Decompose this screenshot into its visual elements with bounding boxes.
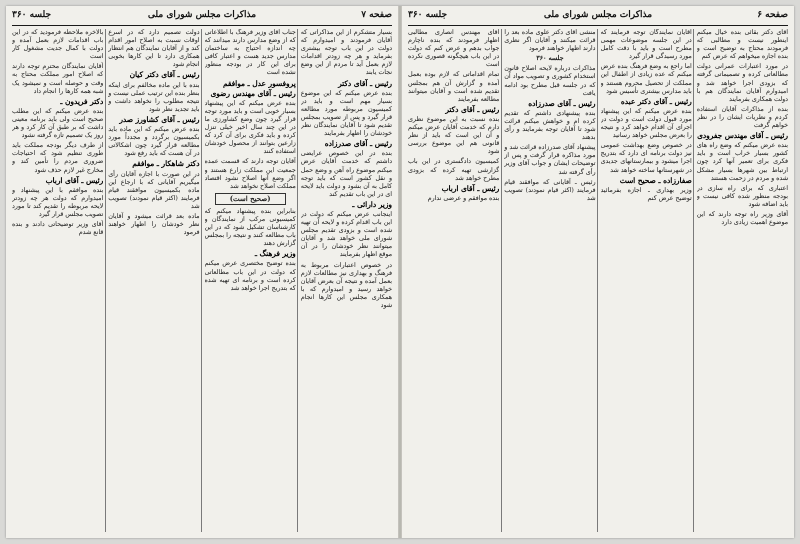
paragraph: بنده عرض میکنم که این موضوع بسیار مهم است و باید در کمیسیون مربوطه مورد مطالعه قرار گیرد و پس از تصویب بمجلس تقدیم شود تا آقایان نمایندگان نظر خودشان را اظهار بفرمایند: [300, 89, 392, 138]
column-rule: [597, 29, 598, 532]
speaker-name: رئیس ـ آقای صدرزاده: [528, 98, 596, 108]
paragraph: اما راجع به وضع فرهنگ بنده عرض میکنم که عده زیادی از اطفال این مملکت از تحصیل محروم هستند و باید مدارس بیشتری تأسیس شود: [600, 63, 692, 95]
paragraph: بسیار متشکرم از این مذاکراتی که آقایان فرمودند و امیدوارم که دولت در این باب توجه بیشتری بفرماید و هر چه زودتر اقدامات لازم بعمل آید تا مردم از این وضع نجات یابند: [300, 29, 392, 77]
column-rule: [105, 29, 106, 532]
speaker-name: دکتر شاهکار ـ موافقم: [132, 159, 200, 169]
text-column: [108, 29, 199, 532]
speaker-name: وزیر دارائی ـ: [352, 199, 392, 209]
text-column: [697, 29, 788, 532]
text-column: [301, 29, 392, 532]
paragraph: بنده عرض میکنم که این مطلب صحیح است ولی باید برنامه معینی داشت که بر طبق آن کار کرد و هر روز یک تصمیم تازه گرفته نشود: [12, 107, 104, 140]
column-rule: [201, 29, 202, 532]
paragraph: بنده عرض میکنم که این ماده باید بکمیسیون برگردد و مجدداً مورد مطالعه قرار گیرد چون اشکالاتی در آن هست که باید رفع شود: [108, 126, 200, 158]
speaker-name: رئیس ـ آقای ارباب: [441, 183, 500, 193]
text-column: [205, 29, 296, 532]
paragraph: کمیسیون دادگستری در این باب گزارشی تهیه کرده که بزودی مطرح خواهد شد: [408, 158, 500, 182]
paragraph: بنده در این خصوص عرایضی داشتم که خدمت آقایان عرض میکنم موضوع راه آهن و وضع حمل و نقل کشور است که باید توجه کامل به آن بشود و دولت باید لایحه ای در این باب تقدیم کند: [300, 150, 392, 198]
paragraph: آقای وزیر راه توجه دارند که این موضوع اهمیت زیادی دارد: [696, 210, 788, 227]
speaker-name: رئیس ـ آقای دکتر: [445, 104, 500, 114]
speaker-name: رئیس ـ آقای دکتر عبده: [620, 96, 692, 106]
column-rule: [501, 29, 502, 532]
paragraph: بنده عرض میکنم که وضع راه های کشور بسیار خراب است و باید فکری برای تعمیر آنها کرد چون ارتباط بین شهرها بسیار مشکل شده و مردم در زحمت هستند: [696, 142, 788, 182]
paragraph: بنده با این ماده مخالفم برای اینکه بنظر بنده این ترتیب عملی نیست و نتیجه مطلوب را نخواهد داشت و باید تجدید نظر شود: [108, 81, 200, 113]
speaker-name: رئیس ـ آقای ارباب: [45, 175, 104, 185]
boxed-note: (صحیح است): [215, 193, 286, 205]
speaker-name: رئیس ـ آقای دکتر کیان: [129, 70, 200, 80]
paragraph: بنده موافقم و عرضی ندارم: [427, 194, 500, 202]
text-column: [601, 29, 692, 532]
paragraph: مذاکرات درباره لایحه اصلاح قانون استخدام کشوری و تصویب مواد آن که در جلسه قبل مطرح بود ادامه یافت: [504, 65, 596, 97]
paragraph: اعتباری که برای راه سازی در بودجه منظور شده کافی نیست و باید اضافه شود: [696, 184, 788, 208]
page-header: [12, 10, 392, 24]
paragraph: بنده پیشنهادی داشتم که تقدیم کرده ام و خواهش میکنم قرائت شود تا آقایان توجه بفرمایند و رأی بدهند: [504, 109, 596, 142]
paragraph: جناب آقای وزیر فرهنگ با اطلاعاتی که از وضع مدارس دارند میدانند که چه اندازه احتیاج به ساختمان مدارس جدید هست و اعتبار کافی برای این کار در بودجه منظور نشده است: [204, 29, 296, 77]
paragraph: بنده موافقم با این پیشنهاد و امیدوارم که دولت هر چه زودتر لایحه مربوطه را تقدیم کند تا مورد تصویب مجلس قرار گیرد: [12, 186, 104, 218]
paragraph: در مورد اعتبارات عمرانی دولت مطالعاتی کرده و تصمیماتی گرفته که بزودی اجرا خواهد شد و امیدوارم آقایان نمایندگان هم با دولت همکاری بفرمایند: [696, 63, 788, 103]
paragraph: وزیر بهداری ـ اجازه بفرمائید توضیح عرض کنم: [600, 186, 692, 202]
paragraph: پیشنهاد آقای صدرزاده قرائت شد و مورد مذاکره قرار گرفت و پس از توضیحات ایشان و جواب آقای وزیر رأی گرفته شد: [504, 144, 596, 176]
paragraph: از طرف دیگر بودجه مملکت باید طوری تنظیم شود که احتیاجات ضروری مردم را تأمین کند و مخارج غیر لازم حذف شود: [12, 142, 104, 174]
page-label: صفحه ۶: [757, 10, 788, 20]
paragraph: تمام اقداماتی که لازم بوده بعمل آمده و گزارش آن هم بمجلس تقدیم شده است و آقایان میتوانند مطالعه بفرمایند: [408, 71, 500, 103]
paragraph: در خصوص اعتبارات مربوط به فرهنگ و بهداری نیز مطالعات لازم بعمل آمده و نتیجه آن بعرض آقایان خواهد رسید و امیدوارم که با همکاری مجلس این کارها انجام شود: [300, 261, 392, 309]
speaker-name: وزیر فرهنگ ـ: [254, 249, 296, 259]
paragraph: ماده بعد قرائت میشود و آقایان نظر خودشان را اظهار خواهند فرمود: [108, 212, 200, 237]
paragraph: رئیس ـ آقایانی که موافقند قیام فرمایند (اکثر قیام نمودند) تصویب شد: [504, 178, 596, 202]
paragraph: آقای وزیر توضیحاتی دادند و بنده قانع شدم: [12, 221, 104, 237]
paragraph: اینجانب عرض میکنم که دولت در این باب اقدام کرده و لایحه آن تهیه شده است و بزودی تقدیم مجلس شورای ملی خواهد شد و آقایان میتوانند نظر خودشان را در آن موقع اظهار بفرمایند: [300, 210, 392, 259]
session-label: جلسه ۳۶۰: [408, 10, 448, 20]
header-rule: [408, 25, 788, 26]
text-column: [12, 29, 103, 532]
paragraph: بنده عرض میکنم که این پیشنهاد مورد قبول دولت است و دولت در اجرای آن اقدام خواهد کرد و نتیجه را بعرض مجلس خواهد رسانید: [600, 107, 692, 140]
section-heading: جلسه ۳۶۰: [536, 55, 564, 63]
right-page: [402, 6, 794, 538]
paragraph: در خصوص وضع بهداشت عمومی نیز دولت برنامه ای دارد که بتدریج اجرا میشود و بیمارستانهای جدیدی در شهرستانها ساخته خواهد شد: [600, 142, 692, 174]
paragraph: آقای مهندس انصاری مطالبی اظهار فرمودند که بنده ناچارم جواب بدهم و عرض کنم که دولت در این باب هیچگونه قصوری نکرده است: [408, 29, 500, 69]
paragraph: آقایان نمایندگان محترم توجه دارند که اصلاح امور مملکت محتاج به وقت و حوصله است و نمیشود یک شبه همه کارها را انجام داد: [12, 63, 104, 95]
page-header: [408, 10, 788, 24]
header-rule: [12, 25, 392, 26]
paragraph: بالاخره ملاحظه فرمودید که در این باب اقدامات لازم بعمل آمده و دولت با کمال جدیت مشغول کار است: [12, 29, 104, 61]
paragraph: آقای دکتر بقائی بنده خیال میکنم اینطور نیست و مطالبی که فرمودند محتاج به توضیح است و بنده اجازه میخواهم که عرض کنم: [696, 29, 788, 61]
column-rule: [297, 29, 298, 532]
paragraph: آقایان نمایندگان توجه فرمایند که در این جلسه موضوعات مهمی مطرح است و باید با دقت کامل مورد رسیدگی قرار گیرد: [600, 29, 692, 61]
speaker-name: رئیس ـ آقای دکتر: [338, 78, 392, 88]
speaker-name: رئیس ـ آقای کشاورز صدر: [119, 114, 200, 124]
left-page: [6, 6, 398, 538]
publication-title: مذاکرات مجلس شورای ملی: [147, 10, 257, 20]
session-label: جلسه ۳۶۰: [12, 10, 52, 20]
paragraph: منشی آقای دکتر علوی ماده بعد را قرائت میکنند و آقایان اگر نظری دارند اظهار خواهند فرمود: [504, 29, 596, 53]
newspaper-spread: [6, 6, 794, 538]
paragraph: آقایان توجه دارند که قسمت عمده جمعیت این مملکت زارع هستند و اگر وضع آنها اصلاح نشود اقتصاد مملکت اصلاح نخواهد شد: [204, 158, 296, 190]
speaker-name: صفارزاده ـ صحیح است: [619, 175, 692, 185]
column-rule: [693, 29, 694, 532]
paragraph: بنده از مذاکرات آقایان استفاده کردم و نظریات ایشان را در نظر خواهم گرفت: [696, 105, 788, 130]
paragraph: بنده عرض میکنم که این پیشنهاد بسیار خوبی است و باید مورد توجه قرار گیرد چون وضع کشاورزی ما در این چند سال اخیر خیلی تنزل کرده و باید فکری برای آن کرد که زارعین بتوانند از محصول خودشان استفاده کنند: [204, 99, 296, 156]
text-columns: [408, 29, 788, 532]
speaker-name: رئیس ـ آقای مهندس رضوی: [210, 88, 296, 98]
speaker-name: پروفسور عدل ـ موافقم: [222, 78, 296, 88]
paragraph: بنده توضیح مختصری عرض میکنم که دولت در این باب مطالعاتی کرده است و برنامه ای تهیه شده که بتدریج اجرا خواهد شد: [204, 260, 296, 292]
paragraph: بنابراین بنده پیشنهاد میکنم که کمیسیونی مرکب از نمایندگان و کارشناسان تشکیل شود که در این باب مطالعه کنند و نتیجه را بمجلس گزارش دهند: [204, 207, 296, 248]
text-column: [504, 29, 595, 532]
paragraph: دولت تصمیم دارد که در اسرع اوقات نسبت به اصلاح امور اقدام کند و از آقایان نمایندگان هم انتظار همکاری دارد تا این کارها بخوبی انجام شود: [108, 29, 200, 69]
speaker-name: رئیس ـ آقای صدرزاده: [324, 139, 392, 149]
paragraph: در این صورت با اجازه آقایان رأی میگیریم آقایانی که با ارجاع این ماده بکمیسیون موافقند قیام فرمایند (اکثر قیام نمودند) تصویب شد: [108, 170, 200, 210]
page-label: صفحه ۷: [361, 10, 392, 20]
speaker-name: دکتر فریدون ـ: [60, 96, 104, 106]
paragraph: بنده نسبت به این موضوع نظری دارم که خدمت آقایان عرض میکنم و آن این است که باید از نظر قانونی هم این موضوع بررسی شود: [408, 115, 500, 156]
speaker-name: رئیس ـ آقای مهندس جفرودی: [697, 131, 788, 141]
publication-title: مذاکرات مجلس شورای ملی: [543, 10, 653, 20]
text-columns: [12, 29, 392, 532]
text-column: [408, 29, 499, 532]
